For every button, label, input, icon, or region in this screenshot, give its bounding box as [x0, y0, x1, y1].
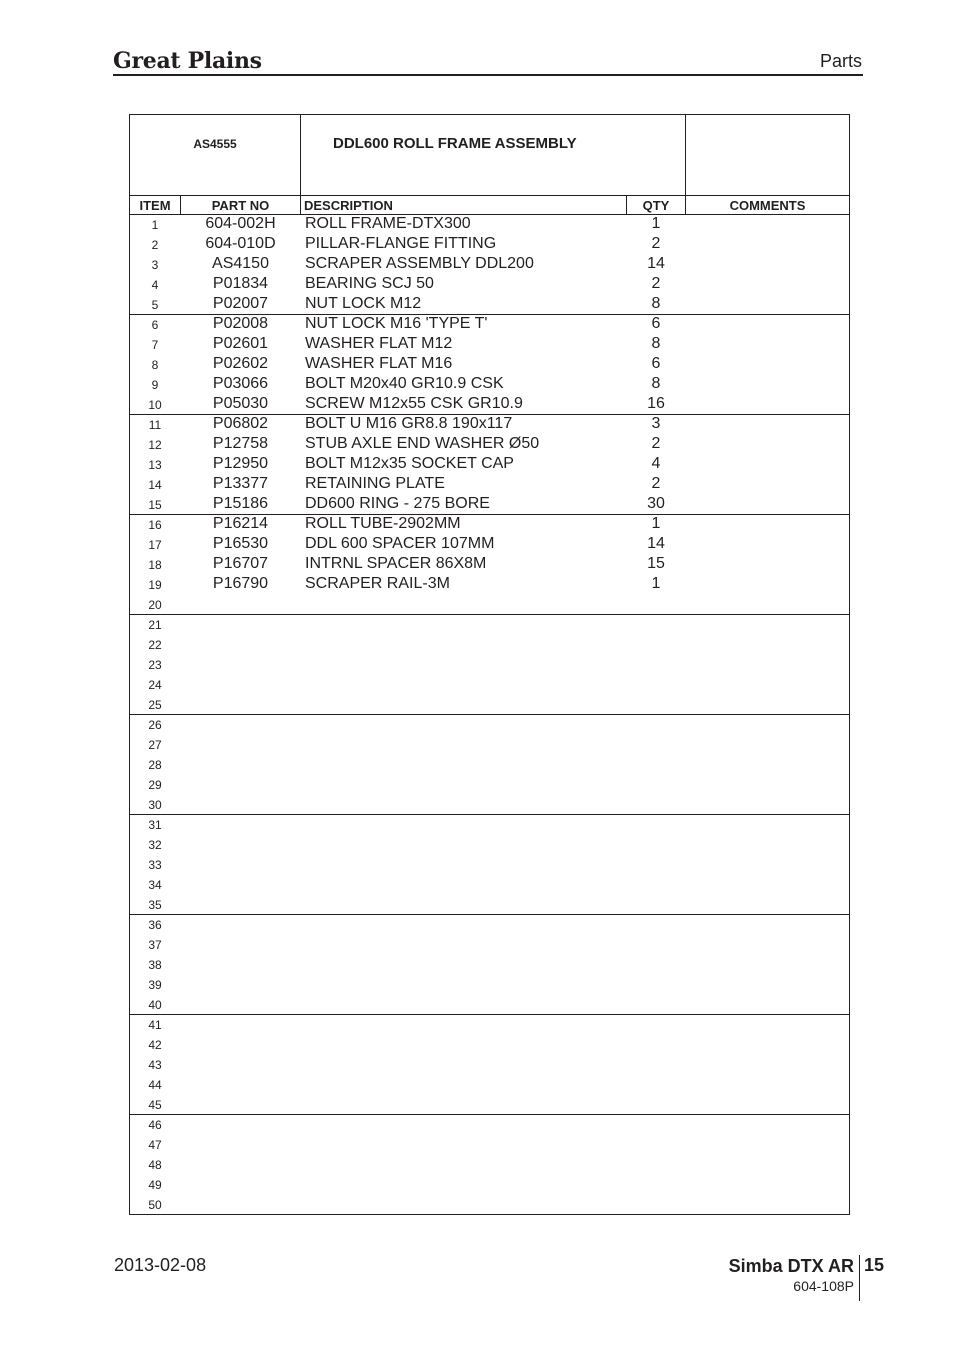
item-number: 2 — [151, 238, 159, 252]
part-description: INTRNL SPACER 86X8M — [305, 555, 487, 572]
part-number: P06802 — [212, 415, 269, 432]
quantity: 1 — [651, 575, 661, 592]
item-number: 7 — [151, 338, 159, 352]
column-headers — [130, 195, 849, 215]
part-description: WASHER FLAT M12 — [305, 335, 453, 352]
part-description: BEARING SCJ 50 — [305, 275, 434, 292]
table-row — [130, 1035, 849, 1055]
footer-date: 2013-02-08 — [114, 1255, 207, 1275]
table-row — [130, 795, 849, 815]
item-number: 32 — [148, 838, 162, 852]
table-row — [130, 995, 849, 1015]
part-description: WASHER FLAT M16 — [305, 355, 453, 372]
quantity: 30 — [647, 495, 665, 512]
part-number: P05030 — [212, 395, 269, 412]
table-row — [130, 255, 849, 275]
part-description: DDL 600 SPACER 107MM — [305, 535, 495, 552]
item-number: 9 — [151, 378, 159, 392]
table-row — [130, 935, 849, 955]
table-row — [130, 815, 849, 835]
item-number: 12 — [148, 438, 162, 452]
item-number: 43 — [148, 1058, 162, 1072]
item-number: 10 — [148, 398, 162, 412]
table-row — [130, 455, 849, 475]
table-row — [130, 335, 849, 355]
item-number: 37 — [148, 938, 162, 952]
quantity: 2 — [651, 475, 661, 492]
part-number: P15186 — [212, 495, 269, 512]
part-number: P02007 — [212, 295, 269, 312]
quantity: 8 — [651, 375, 661, 392]
item-number: 26 — [148, 718, 162, 732]
parts-rows — [130, 215, 849, 1215]
quantity: 14 — [647, 535, 665, 552]
table-row — [130, 535, 849, 555]
item-number: 21 — [148, 618, 162, 632]
item-number: 36 — [148, 918, 162, 932]
table-row — [130, 555, 849, 575]
item-number: 13 — [148, 458, 162, 472]
item-number: 35 — [148, 898, 162, 912]
col-item: ITEM — [139, 198, 171, 213]
table-row — [130, 1175, 849, 1195]
quantity: 1 — [651, 515, 661, 532]
table-row — [130, 1115, 849, 1135]
table-row — [130, 1135, 849, 1155]
item-number: 49 — [148, 1178, 162, 1192]
footer-model: Simba DTX AR — [728, 1256, 854, 1276]
part-number: P02601 — [212, 335, 269, 352]
part-description: NUT LOCK M16 'TYPE T' — [305, 315, 488, 332]
table-row — [130, 435, 849, 455]
col-description: DESCRIPTION — [304, 198, 393, 213]
part-description: ROLL TUBE-2902MM — [305, 515, 461, 532]
part-number: 604-002H — [205, 215, 276, 232]
table-row — [130, 295, 849, 315]
assembly-code: AS4555 — [193, 137, 237, 151]
table-row — [130, 655, 849, 675]
item-number: 19 — [148, 578, 162, 592]
table-row — [130, 915, 849, 935]
table-row — [130, 695, 849, 715]
part-description: BOLT M20x40 GR10.9 CSK — [305, 375, 504, 392]
part-description: STUB AXLE END WASHER Ø50 — [305, 435, 540, 452]
item-number: 20 — [148, 598, 162, 612]
assembly-header — [130, 115, 849, 195]
table-row — [130, 475, 849, 495]
part-number: P12950 — [212, 455, 269, 472]
part-number: P16530 — [212, 535, 269, 552]
quantity: 6 — [651, 315, 661, 332]
assembly-title: DDL600 ROLL FRAME ASSEMBLY — [333, 135, 577, 152]
table-row — [130, 515, 849, 535]
quantity: 6 — [651, 355, 661, 372]
table-row — [130, 715, 849, 735]
item-number: 5 — [151, 298, 159, 312]
section-title: Parts — [819, 51, 862, 71]
part-number: P02602 — [212, 355, 269, 372]
table-row — [130, 635, 849, 655]
table-row — [130, 315, 849, 335]
item-number: 3 — [151, 258, 159, 272]
part-number: 604-010D — [205, 235, 276, 252]
item-number: 24 — [148, 678, 162, 692]
table-row — [130, 355, 849, 375]
item-number: 11 — [148, 418, 162, 432]
item-number: 33 — [148, 858, 162, 872]
table-row — [130, 775, 849, 795]
table-row — [130, 215, 849, 235]
part-description: RETAINING PLATE — [305, 475, 445, 492]
item-number: 38 — [148, 958, 162, 972]
item-number: 31 — [148, 818, 162, 832]
table-row — [130, 495, 849, 515]
table-row — [130, 595, 849, 615]
part-description: SCRAPER RAIL-3M — [305, 575, 450, 592]
part-number: P12758 — [212, 435, 269, 452]
item-number: 16 — [148, 518, 162, 532]
part-description: NUT LOCK M12 — [305, 295, 422, 312]
table-row — [130, 895, 849, 915]
quantity: 16 — [647, 395, 665, 412]
item-number: 44 — [148, 1078, 162, 1092]
quantity: 2 — [651, 275, 661, 292]
item-number: 47 — [148, 1138, 162, 1152]
item-number: 29 — [148, 778, 162, 792]
item-number: 27 — [148, 738, 162, 752]
item-number: 1 — [151, 218, 159, 232]
item-number: 22 — [148, 638, 162, 652]
table-row — [130, 375, 849, 395]
table-row — [130, 875, 849, 895]
table-row — [130, 755, 849, 775]
col-part-no: PART NO — [211, 198, 270, 213]
quantity: 3 — [651, 415, 661, 432]
part-description: PILLAR-FLANGE FITTING — [305, 235, 497, 252]
item-number: 50 — [148, 1198, 162, 1212]
item-number: 14 — [148, 478, 162, 492]
table-row — [130, 1095, 849, 1115]
part-number: P16214 — [212, 515, 269, 532]
table-row — [130, 1075, 849, 1095]
item-number: 18 — [148, 558, 162, 572]
table-row — [130, 735, 849, 755]
quantity: 2 — [651, 235, 661, 252]
item-number: 4 — [151, 278, 159, 292]
footer-divider — [859, 1255, 860, 1301]
part-number: P13377 — [212, 475, 269, 492]
table-row — [130, 1015, 849, 1035]
parts-table — [129, 114, 850, 1215]
quantity: 2 — [651, 435, 661, 452]
table-row — [130, 395, 849, 415]
part-number: P02008 — [212, 315, 269, 332]
part-number: P01834 — [212, 275, 269, 292]
col-qty: QTY — [642, 198, 670, 213]
item-number: 23 — [148, 658, 162, 672]
table-row — [130, 955, 849, 975]
table-row — [130, 1055, 849, 1075]
item-number: 42 — [148, 1038, 162, 1052]
table-row — [130, 615, 849, 635]
table-row — [130, 235, 849, 255]
part-description: SCREW M12x55 CSK GR10.9 — [305, 395, 523, 412]
table-row — [130, 835, 849, 855]
col-comments: COMMENTS — [729, 198, 806, 213]
quantity: 14 — [647, 255, 665, 272]
item-number: 40 — [148, 998, 162, 1012]
item-number: 45 — [148, 1098, 162, 1112]
item-number: 46 — [148, 1118, 162, 1132]
table-row — [130, 575, 849, 595]
page-number: 15 — [864, 1255, 885, 1275]
item-number: 28 — [148, 758, 162, 772]
header-divider — [113, 74, 863, 76]
table-row — [130, 855, 849, 875]
part-number: P16790 — [212, 575, 269, 592]
item-number: 39 — [148, 978, 162, 992]
table-row — [130, 975, 849, 995]
document-number: 604-108P — [793, 1278, 854, 1294]
table-row — [130, 415, 849, 435]
quantity: 1 — [651, 215, 661, 232]
item-number: 41 — [148, 1018, 162, 1032]
part-description: SCRAPER ASSEMBLY DDL200 — [305, 255, 534, 272]
quantity: 8 — [651, 335, 661, 352]
item-number: 8 — [151, 358, 159, 372]
part-description: BOLT M12x35 SOCKET CAP — [305, 455, 514, 472]
table-row — [130, 675, 849, 695]
part-description: BOLT U M16 GR8.8 190x117 — [305, 415, 513, 432]
table-row — [130, 1155, 849, 1175]
quantity: 15 — [647, 555, 665, 572]
item-number: 6 — [151, 318, 159, 332]
item-number: 48 — [148, 1158, 162, 1172]
part-description: DD600 RING - 275 BORE — [305, 495, 490, 512]
part-number: AS4150 — [212, 255, 269, 272]
brand-logo: Great Plains — [113, 48, 262, 74]
quantity: 4 — [651, 455, 661, 472]
table-row — [130, 1195, 849, 1215]
part-number: P03066 — [212, 375, 269, 392]
item-number: 30 — [148, 798, 162, 812]
part-number: P16707 — [212, 555, 269, 572]
item-number: 25 — [148, 698, 162, 712]
quantity: 8 — [651, 295, 661, 312]
part-description: ROLL FRAME-DTX300 — [305, 215, 471, 232]
item-number: 34 — [148, 878, 162, 892]
table-row — [130, 275, 849, 295]
item-number: 15 — [148, 498, 162, 512]
item-number: 17 — [148, 538, 162, 552]
